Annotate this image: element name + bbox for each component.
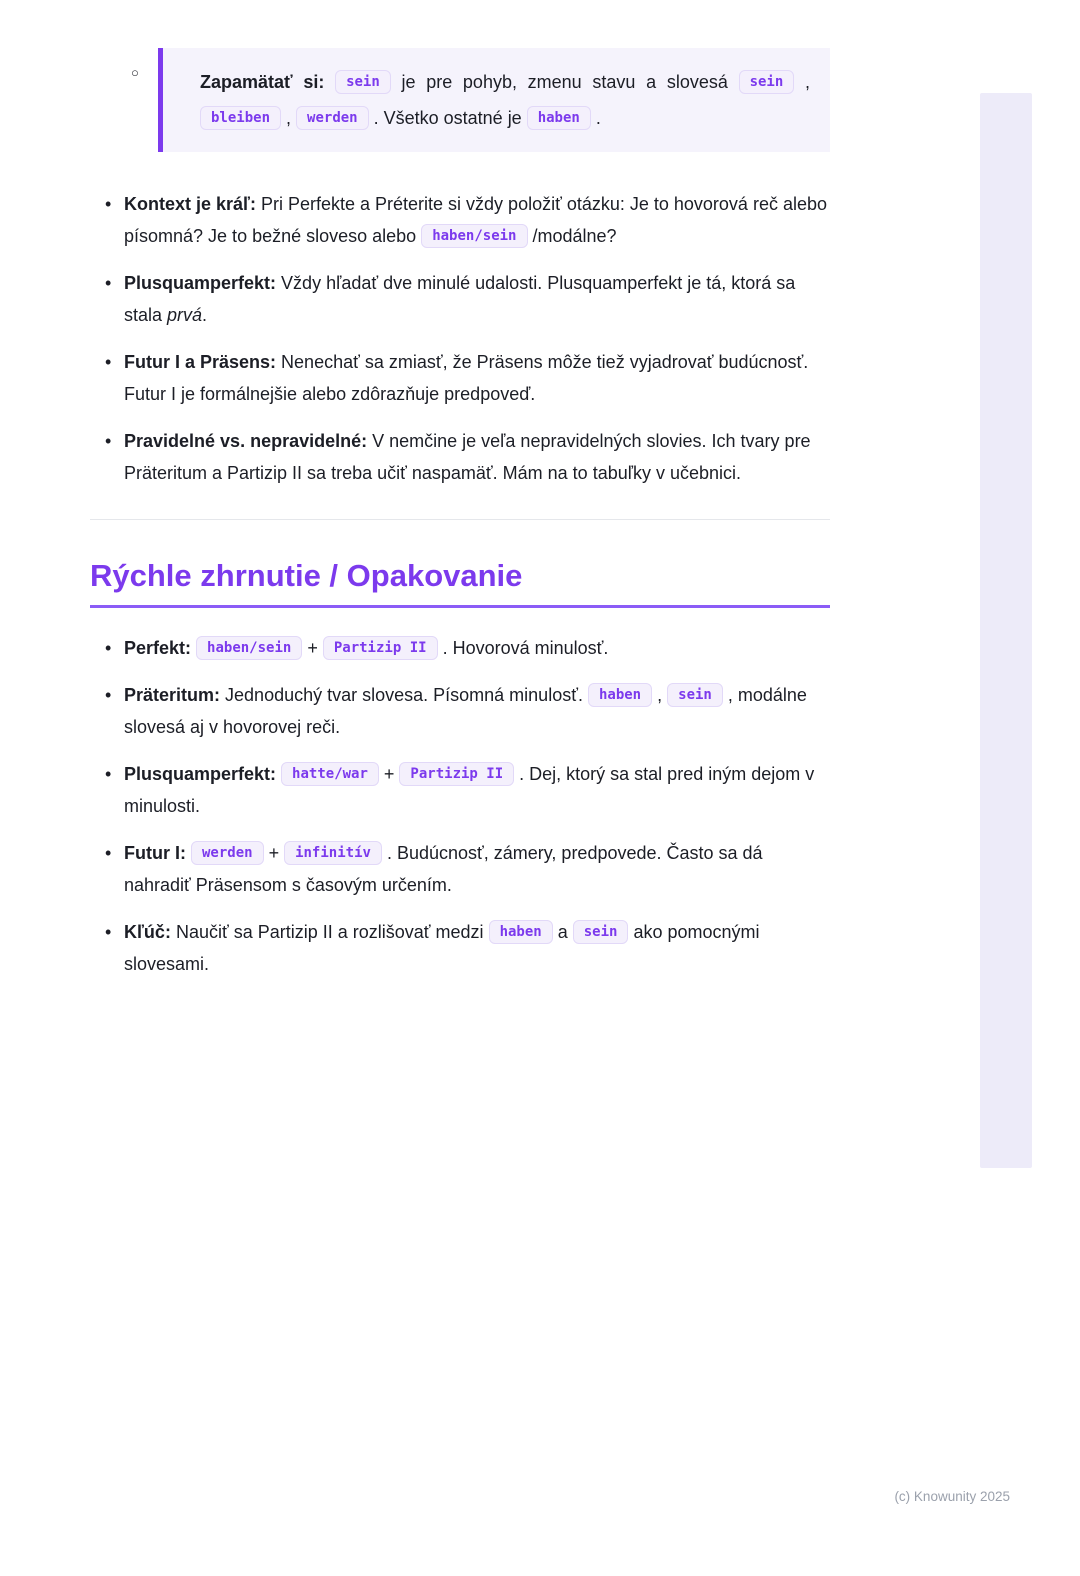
code-chip: Partizip II bbox=[323, 636, 438, 660]
list-item bbox=[90, 758, 830, 822]
scrollbar-track[interactable] bbox=[980, 93, 1032, 1168]
section-heading: Rýchle zhrnutie / Opakovanie bbox=[90, 556, 830, 608]
code-chip: sein bbox=[573, 920, 629, 944]
code-chip: haben bbox=[527, 106, 591, 130]
tips-list bbox=[90, 188, 830, 489]
note-callout bbox=[158, 48, 830, 152]
list-item-text: Kontext je kráľ: Pri Perfekte a Préterite si vždy položiť otázku: Je to hovorová reč alebo písomná? Je to bežné sloveso alebo haben/sein /modálne? bbox=[124, 194, 827, 246]
list-item bbox=[90, 916, 830, 980]
bullet-marker: • bbox=[105, 922, 112, 942]
bullet-marker: • bbox=[105, 638, 112, 658]
list-item-text: Plusquamperfekt: Vždy hľadať dve minulé udalosti. Plusquamperfekt je tá, ktorá sa stala prvá. bbox=[124, 273, 796, 325]
code-chip: hatte/war bbox=[281, 762, 379, 786]
code-chip: bleiben bbox=[200, 106, 281, 130]
summary-list bbox=[90, 632, 830, 980]
list-item-text: Futur I: werden + infinitív . Budúcnosť, zámery, predpovede. Často sa dá nahradiť Präsensom s časovým určením. bbox=[124, 843, 763, 895]
list-item bbox=[90, 267, 830, 331]
code-chip: werden bbox=[296, 106, 369, 130]
list-item bbox=[90, 632, 830, 664]
section-divider bbox=[90, 519, 830, 520]
callout-row bbox=[90, 48, 830, 152]
copyright-footer: (c) Knowunity 2025 bbox=[894, 1489, 1010, 1504]
bullet-marker: • bbox=[105, 273, 112, 293]
list-item bbox=[90, 679, 830, 743]
code-chip: infinitív bbox=[284, 841, 382, 865]
list-item-text: Perfekt: haben/sein + Partizip II . Hovorová minulosť. bbox=[124, 638, 609, 658]
list-item-text: Futur I a Präsens: Nenechať sa zmiasť, že Präsens môže tiež vyjadrovať budúcnosť. Futur I je formálnejšie alebo zdôrazňuje predpoveď. bbox=[124, 352, 809, 404]
list-item-text: Pravidelné vs. nepravidelné: V nemčine je veľa nepravidelných slovies. Ich tvary pre Präteritum a Partizip II sa treba učiť naspamäť. Mám na to tabuľky v učebnici. bbox=[124, 431, 811, 483]
code-chip: haben bbox=[489, 920, 553, 944]
list-item bbox=[90, 425, 830, 489]
list-item bbox=[90, 837, 830, 901]
callout-text: Zapamätať si: sein je pre pohyb, zmenu stavu a slovesá sein , bleiben , werden . Všetko ostatné je haben . bbox=[200, 72, 810, 128]
code-chip: Partizip II bbox=[399, 762, 514, 786]
code-chip: sein bbox=[335, 70, 391, 94]
code-chip: werden bbox=[191, 841, 264, 865]
code-chip: sein bbox=[739, 70, 795, 94]
bullet-marker: • bbox=[105, 764, 112, 784]
document-content bbox=[90, 48, 830, 980]
bullet-marker: • bbox=[105, 685, 112, 705]
code-chip: sein bbox=[667, 683, 723, 707]
code-chip: haben/sein bbox=[196, 636, 302, 660]
code-chip: haben/sein bbox=[421, 224, 527, 248]
bullet-marker: • bbox=[105, 843, 112, 863]
bullet-marker: • bbox=[105, 352, 112, 372]
list-item-text: Plusquamperfekt: hatte/war + Partizip II . Dej, ktorý sa stal pred iným dejom v minulosti. bbox=[124, 764, 815, 816]
circle-bullet-marker: ○ bbox=[131, 65, 139, 80]
list-item bbox=[90, 188, 830, 252]
list-item-text: Präteritum: Jednoduchý tvar slovesa. Písomná minulosť. haben , sein , modálne slovesá aj v hovorovej reči. bbox=[124, 685, 807, 737]
list-item-text: Kľúč: Naučiť sa Partizip II a rozlišovať medzi haben a sein ako pomocnými slovesami. bbox=[124, 922, 760, 974]
list-item bbox=[90, 346, 830, 410]
code-chip: haben bbox=[588, 683, 652, 707]
page bbox=[0, 48, 1080, 1576]
bullet-marker: • bbox=[105, 431, 112, 451]
bullet-marker: • bbox=[105, 194, 112, 214]
